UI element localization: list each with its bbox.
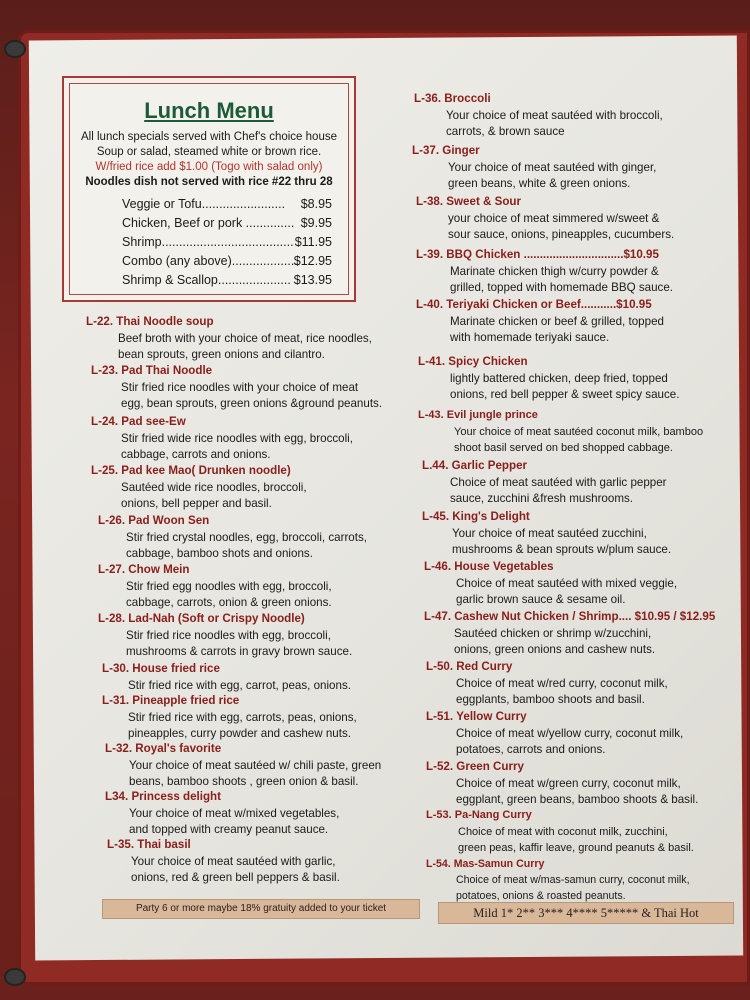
item-desc: mushrooms & bean sprouts w/plum sauce. — [452, 543, 672, 556]
price-leader: ........................ — [201, 197, 286, 211]
fried-rice-notice: W/fried rice add $1.00 (Togo with salad only) — [95, 161, 323, 173]
menu-item — [105, 789, 415, 839]
item-desc: cabbage, carrots, onion & green onions. — [126, 596, 332, 609]
menu-item — [416, 297, 736, 347]
item-desc: garlic brown sauce & sesame oil. — [456, 593, 626, 606]
price-row — [122, 235, 332, 249]
menu-content — [46, 56, 736, 946]
menu-item — [416, 194, 736, 244]
item-name: Garlic Pepper — [451, 459, 528, 472]
item-code: L-23. — [91, 364, 119, 377]
price-value: $11.95 — [294, 235, 332, 249]
item-code: L34. — [105, 790, 129, 803]
menu-item — [426, 759, 740, 809]
item-name: Lad-Nah (Soft or Crispy Noodle) — [128, 612, 305, 625]
item-desc: with homemade teriyaki sauce. — [450, 331, 610, 344]
spice-level-legend: Mild 1* 2** 3*** 4**** 5***** & Thai Hot — [438, 902, 734, 924]
price-row — [122, 273, 332, 287]
item-code: L-47. — [424, 610, 452, 623]
menu-item — [91, 414, 391, 464]
price-leader: ...................................... — [161, 235, 294, 249]
item-desc: lightly battered chicken, deep fried, topped — [450, 371, 668, 385]
item-name: Evil jungle prince — [446, 409, 538, 421]
menu-item — [418, 407, 738, 457]
binder-ring — [4, 968, 26, 986]
item-desc: mushrooms & carrots in gravy brown sauce. — [126, 645, 353, 658]
item-desc: beans, bamboo shoots , green onion & basil. — [129, 775, 359, 788]
item-code: L-22. — [86, 315, 114, 328]
item-desc: Choice of meat with coconut milk, zucchini, — [458, 825, 668, 838]
item-desc: potatoes, onions & roasted peanuts. — [456, 890, 626, 902]
item-desc: Your choice of meat sautéed with ginger, — [448, 160, 657, 174]
price-value: $9.95 — [300, 216, 332, 230]
item-name: Yellow Curry — [456, 710, 527, 723]
price-label: Chicken, Beef or pork — [122, 216, 243, 230]
menu-item — [424, 609, 740, 659]
item-name: Cashew Nut Chicken / Shrimp.... $10.95 / $12.95 — [454, 610, 716, 623]
menu-item — [105, 741, 415, 791]
item-desc: sauce, zucchini &fresh mushrooms. — [450, 492, 633, 505]
menu-item — [98, 611, 408, 661]
item-desc: and topped with creamy peanut sauce. — [129, 823, 329, 836]
menu-item — [426, 856, 740, 904]
menu-item — [86, 314, 386, 364]
price-label: Shrimp & Scallop — [122, 273, 218, 287]
price-row — [122, 254, 332, 268]
item-code: L-37. — [412, 144, 440, 157]
item-desc: Stir fried rice noodles with your choice of meat — [121, 380, 359, 394]
menu-item — [91, 363, 391, 413]
item-code: L-53. — [426, 809, 452, 821]
item-desc: shoot basil served on bed shopped cabbage. — [454, 442, 673, 454]
price-value: $13.95 — [293, 273, 332, 287]
intro-line: Soup or salad, steamed white or brown rice. — [96, 146, 322, 158]
price-leader: ..................... — [217, 273, 291, 287]
item-desc: green peas, kaffir leave, ground peanuts & basil. — [458, 842, 694, 854]
item-name: Red Curry — [456, 660, 513, 673]
menu-item — [102, 693, 412, 743]
item-desc: sour sauce, onions, pineapples, cucumbers. — [448, 228, 675, 241]
item-code: L-27. — [98, 563, 126, 576]
item-name: BBQ Chicken ...............................$10.95 — [446, 248, 659, 261]
item-name: Pineapple fried rice — [132, 694, 240, 707]
menu-item — [412, 143, 732, 193]
item-desc: Stir fried rice with egg, carrot, peas, onions. — [128, 678, 351, 692]
item-name: Thai basil — [137, 838, 191, 851]
price-value: $12.95 — [293, 254, 332, 268]
item-desc: grilled, topped with homemade BBQ sauce. — [450, 281, 673, 294]
menu-title: Lunch Menu — [144, 98, 274, 123]
price-value: $8.95 — [300, 197, 332, 211]
item-code: L-28. — [98, 612, 126, 625]
item-code: L-24. — [91, 415, 119, 428]
price-row — [122, 216, 332, 230]
intro-line: All lunch specials served with Chef's choice house — [81, 131, 337, 143]
price-label: Veggie or Tofu — [122, 197, 202, 211]
item-name: Princess delight — [131, 790, 221, 803]
item-name: Pad see-Ew — [121, 415, 186, 428]
item-desc: cabbage, carrots and onions. — [121, 448, 271, 461]
item-name: Green Curry — [456, 760, 524, 773]
item-desc: Marinate chicken or beef & grilled, topped — [450, 314, 664, 328]
item-desc: Choice of meat w/mas-samun curry, coconut milk, — [456, 874, 690, 886]
item-code: L-51. — [426, 710, 454, 723]
noodle-notice: Noodles dish not served with rice #22 thru 28 — [85, 176, 333, 188]
binder-ring — [4, 40, 26, 58]
item-name: King's Delight — [452, 510, 530, 523]
item-desc: Your choice of meat w/mixed vegetables, — [129, 806, 340, 820]
menu-item — [91, 463, 391, 513]
item-code: L-30. — [102, 662, 130, 675]
item-name: Chow Mein — [128, 563, 190, 576]
item-desc: Choice of meat w/red curry, coconut milk, — [456, 676, 668, 690]
item-code: L-43. — [418, 409, 444, 421]
item-name: Pa-Nang Curry — [454, 809, 532, 821]
item-desc: Choice of meat w/green curry, coconut milk, — [456, 776, 681, 790]
item-desc: Stir fried rice noodles with egg, broccoli, — [126, 628, 331, 642]
menu-item — [107, 837, 417, 887]
item-desc: onions, green onions and cashew nuts. — [454, 643, 656, 656]
item-desc: bean sprouts, green onions and cilantro. — [118, 348, 325, 361]
lunch-info-inner-border — [69, 83, 349, 295]
item-code: L-38. — [416, 195, 444, 208]
item-code: L-40. — [416, 298, 444, 311]
item-code: L-54. — [426, 858, 451, 870]
menu-item — [414, 91, 734, 141]
item-name: Royal's favorite — [135, 742, 222, 755]
item-code: L.44. — [422, 459, 449, 472]
menu-item — [426, 659, 740, 709]
menu-item — [418, 354, 738, 404]
item-desc: Sautéed wide rice noodles, broccoli, — [121, 480, 307, 494]
item-name: Ginger — [442, 144, 480, 157]
item-desc: pineapples, curry powder and cashew nuts. — [128, 727, 351, 740]
item-desc: eggplants, bamboo shoots and basil. — [456, 693, 645, 706]
item-code: L-26. — [98, 514, 126, 527]
item-desc: Stir fried crystal noodles, egg, broccoli, carrots, — [126, 530, 367, 544]
item-code: L-52. — [426, 760, 454, 773]
item-name: Pad kee Mao( Drunken noodle) — [121, 464, 291, 477]
item-name: House Vegetables — [454, 560, 554, 573]
lunch-info-box — [62, 76, 356, 302]
item-name: Broccoli — [444, 92, 491, 105]
item-code: L-25. — [91, 464, 119, 477]
item-name: Mas-Samun Curry — [453, 858, 545, 870]
item-desc: Your choice of meat sautéed zucchini, — [452, 526, 647, 540]
menu-item — [426, 807, 740, 857]
gratuity-notice: Party 6 or more maybe 18% gratuity added to your ticket — [102, 899, 420, 919]
item-name: Pad Woon Sen — [128, 514, 210, 527]
item-code: L-41. — [418, 355, 446, 368]
item-desc: onions, red bell pepper & sweet spicy sauce. — [450, 388, 680, 401]
item-desc: Stir fried wide rice noodles with egg, broccoli, — [121, 431, 353, 445]
item-desc: egg, bean sprouts, green onions &ground peanuts. — [121, 397, 383, 410]
item-code: L-39. — [416, 248, 444, 261]
item-name: House fried rice — [132, 662, 220, 675]
item-desc: Choice of meat sautéed with garlic pepper — [450, 475, 667, 489]
item-desc: Sautéed chicken or shrimp w/zucchini, — [454, 626, 652, 640]
menu-item — [102, 661, 412, 694]
price-label: Combo (any above) — [122, 254, 232, 268]
item-name: Pad Thai Noodle — [121, 364, 213, 377]
item-desc: potatoes, carrots and onions. — [456, 743, 606, 756]
item-code: L-50. — [426, 660, 454, 673]
menu-item — [426, 709, 740, 759]
item-name: Teriyaki Chicken or Beef...........$10.95 — [446, 298, 652, 311]
item-code: L-45. — [422, 510, 450, 523]
item-desc: carrots, & brown sauce — [446, 125, 565, 138]
price-row — [122, 197, 332, 211]
item-desc: Stir fried egg noodles with egg, broccoli, — [126, 579, 332, 593]
menu-item — [422, 509, 738, 559]
item-code: L-35. — [107, 838, 135, 851]
item-desc: your choice of meat simmered w/sweet & — [448, 211, 660, 225]
menu-item — [424, 559, 740, 609]
price-leader: .............. — [242, 216, 295, 230]
item-desc: Marinate chicken thigh w/curry powder & — [450, 264, 659, 278]
item-desc: Your choice of meat sautéed with broccoli, — [446, 108, 663, 122]
item-code: L-32. — [105, 742, 133, 755]
menu-item — [98, 513, 398, 563]
item-desc: Your choice of meat sautéed w/ chili paste, green — [129, 758, 382, 772]
item-desc: green beans, white & green onions. — [448, 177, 631, 190]
item-desc: Your choice of meat sautéed with garlic, — [131, 854, 336, 868]
item-desc: eggplant, green beans, bamboo shoots & basil. — [456, 793, 699, 806]
item-desc: Stir fried rice with egg, carrots, peas, onions, — [128, 710, 357, 724]
item-code: L-46. — [424, 560, 452, 573]
price-leader: ................... — [231, 254, 298, 268]
item-desc: Your choice of meat sautéed coconut milk, bamboo — [454, 425, 704, 438]
item-name: Spicy Chicken — [448, 355, 528, 368]
item-code: L-36. — [414, 92, 442, 105]
item-desc: onions, red & green bell peppers & basil. — [131, 871, 340, 884]
item-code: L-31. — [102, 694, 130, 707]
menu-item — [98, 562, 398, 612]
item-desc: cabbage, bamboo shots and onions. — [126, 547, 313, 560]
menu-item — [422, 458, 738, 508]
price-label: Shrimp — [122, 235, 162, 249]
item-name: Thai Noodle soup — [116, 315, 214, 328]
item-desc: Choice of meat w/yellow curry, coconut milk, — [456, 726, 684, 740]
item-desc: Choice of meat sautéed with mixed veggie, — [456, 576, 678, 590]
item-desc: Beef broth with your choice of meat, rice noodles, — [118, 331, 372, 345]
item-name: Sweet & Sour — [446, 195, 522, 208]
menu-item — [416, 247, 736, 297]
item-desc: onions, bell pepper and basil. — [121, 497, 272, 510]
